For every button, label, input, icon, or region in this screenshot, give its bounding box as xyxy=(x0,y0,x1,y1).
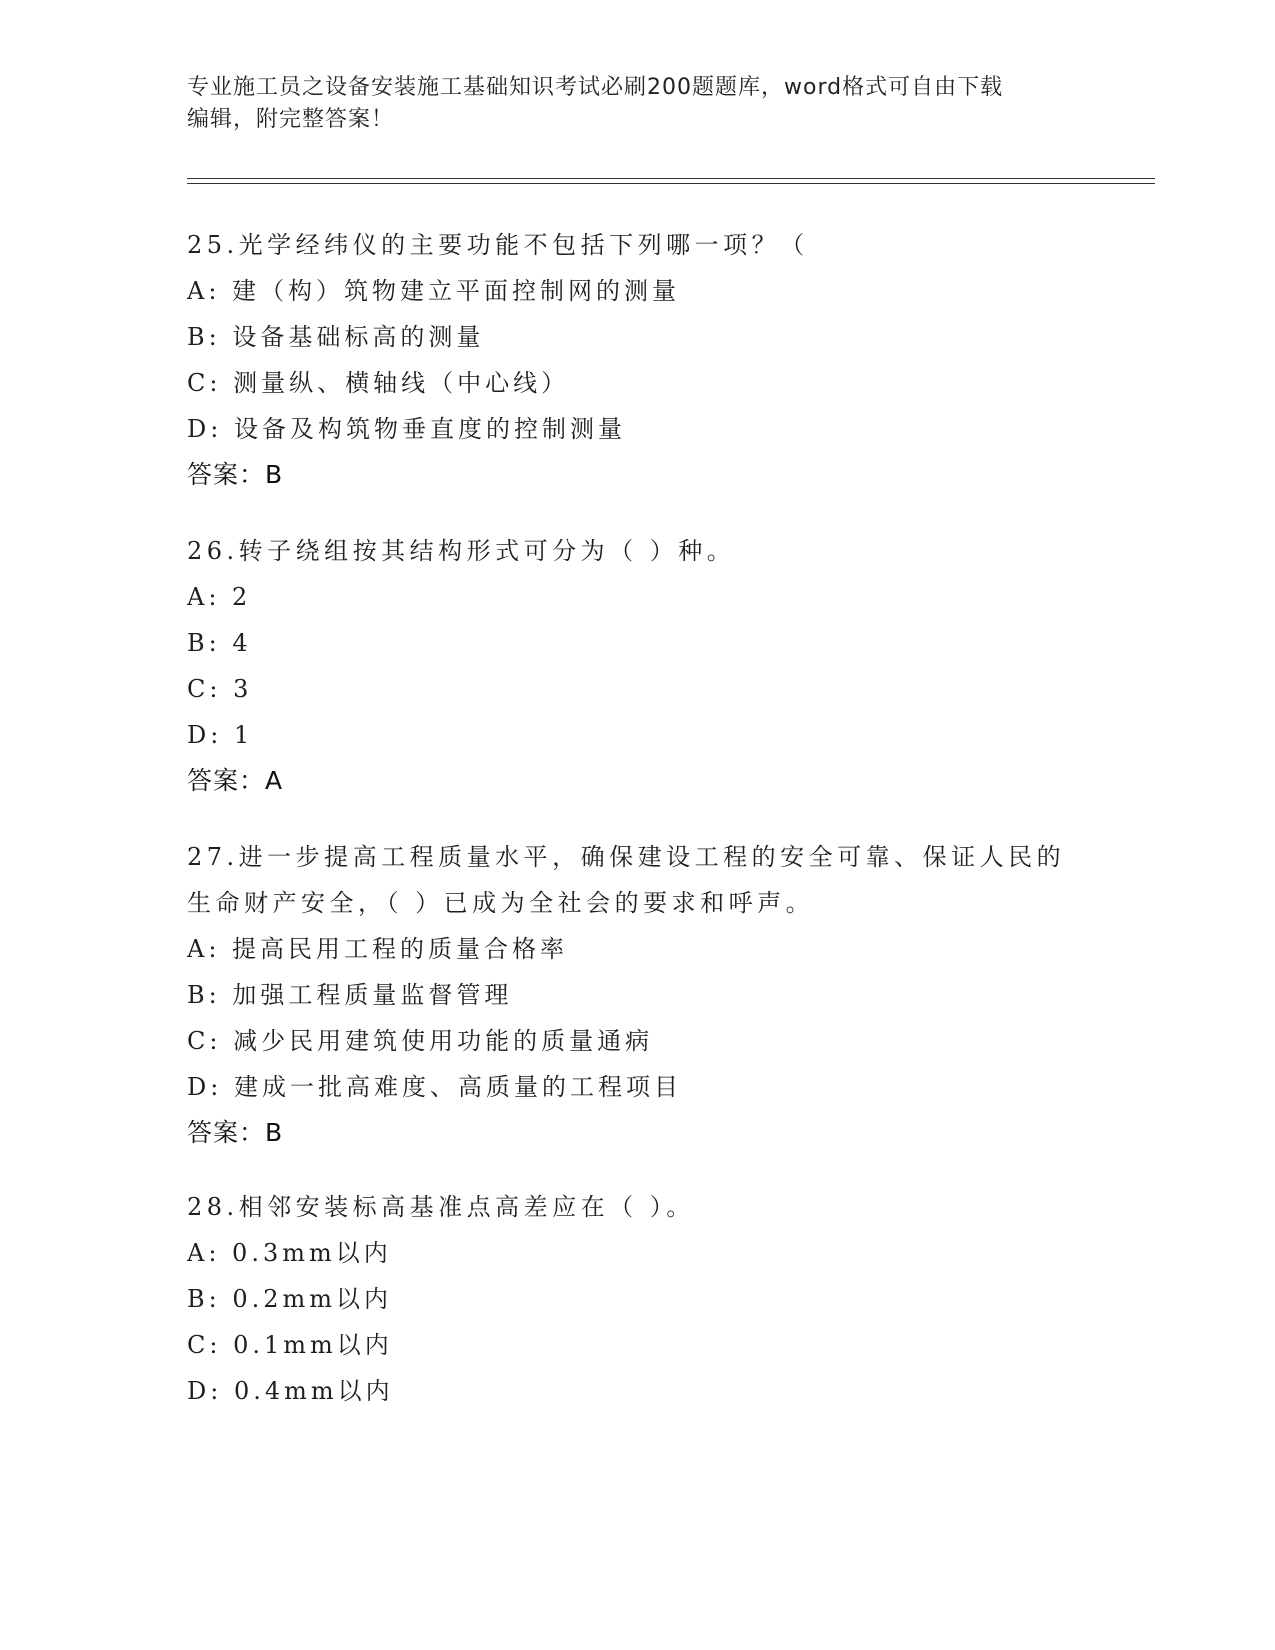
question-stem: 27.进一步提高工程质量水平，确保建设工程的安全可靠、保证人民的 xyxy=(187,843,1066,871)
question-block xyxy=(187,222,1147,498)
header-divider-bottom xyxy=(187,183,1155,184)
question-stem: 生命财产安全，（ ）已成为全社会的要求和呼声。 xyxy=(187,889,815,917)
question-block xyxy=(187,528,1147,804)
header-line-1: 专业施工员之设备安装施工基础知识考试必刷200题题库，word格式可自由下载 xyxy=(187,75,1004,100)
question-option: A: 2 xyxy=(187,583,252,611)
question-option: D: 1 xyxy=(187,721,254,749)
question-option: A: 0.3mm以内 xyxy=(187,1239,392,1267)
question-option: B: 加强工程质量监督管理 xyxy=(187,981,513,1009)
question-stem: 26.转子绕组按其结构形式可分为（ ）种。 xyxy=(187,537,736,565)
question-option: C: 测量纵、横轴线（中心线） xyxy=(187,369,570,397)
question-option: C: 3 xyxy=(187,675,253,703)
question-stem: 28.相邻安装标高基准点高差应在（ ）。 xyxy=(187,1193,695,1221)
question-option: C: 0.1mm以内 xyxy=(187,1331,393,1359)
question-option: D: 设备及构筑物垂直度的控制测量 xyxy=(187,415,626,443)
document-header xyxy=(187,72,1087,136)
question-option: A: 提高民用工程的质量合格率 xyxy=(187,935,569,963)
question-option: D: 建成一批高难度、高质量的工程项目 xyxy=(187,1073,682,1101)
question-stem: 25.光学经纬仪的主要功能不包括下列哪一项？（ xyxy=(187,231,809,259)
question-option: B: 4 xyxy=(187,629,252,657)
question-answer: 答案：A xyxy=(187,766,284,795)
question-option: C: 减少民用建筑使用功能的质量通病 xyxy=(187,1027,654,1055)
header-line-2: 编辑，附完整答案！ xyxy=(187,107,395,132)
question-block xyxy=(187,1184,1147,1414)
question-option: D: 0.4mm以内 xyxy=(187,1377,394,1405)
question-option: B: 0.2mm以内 xyxy=(187,1285,393,1313)
question-block xyxy=(187,834,1147,1156)
question-option: B: 设备基础标高的测量 xyxy=(187,323,485,351)
question-option: A: 建（构）筑物建立平面控制网的测量 xyxy=(187,277,681,305)
question-answer: 答案：B xyxy=(187,460,284,489)
header-divider-top xyxy=(187,178,1155,179)
question-answer: 答案：B xyxy=(187,1118,284,1147)
